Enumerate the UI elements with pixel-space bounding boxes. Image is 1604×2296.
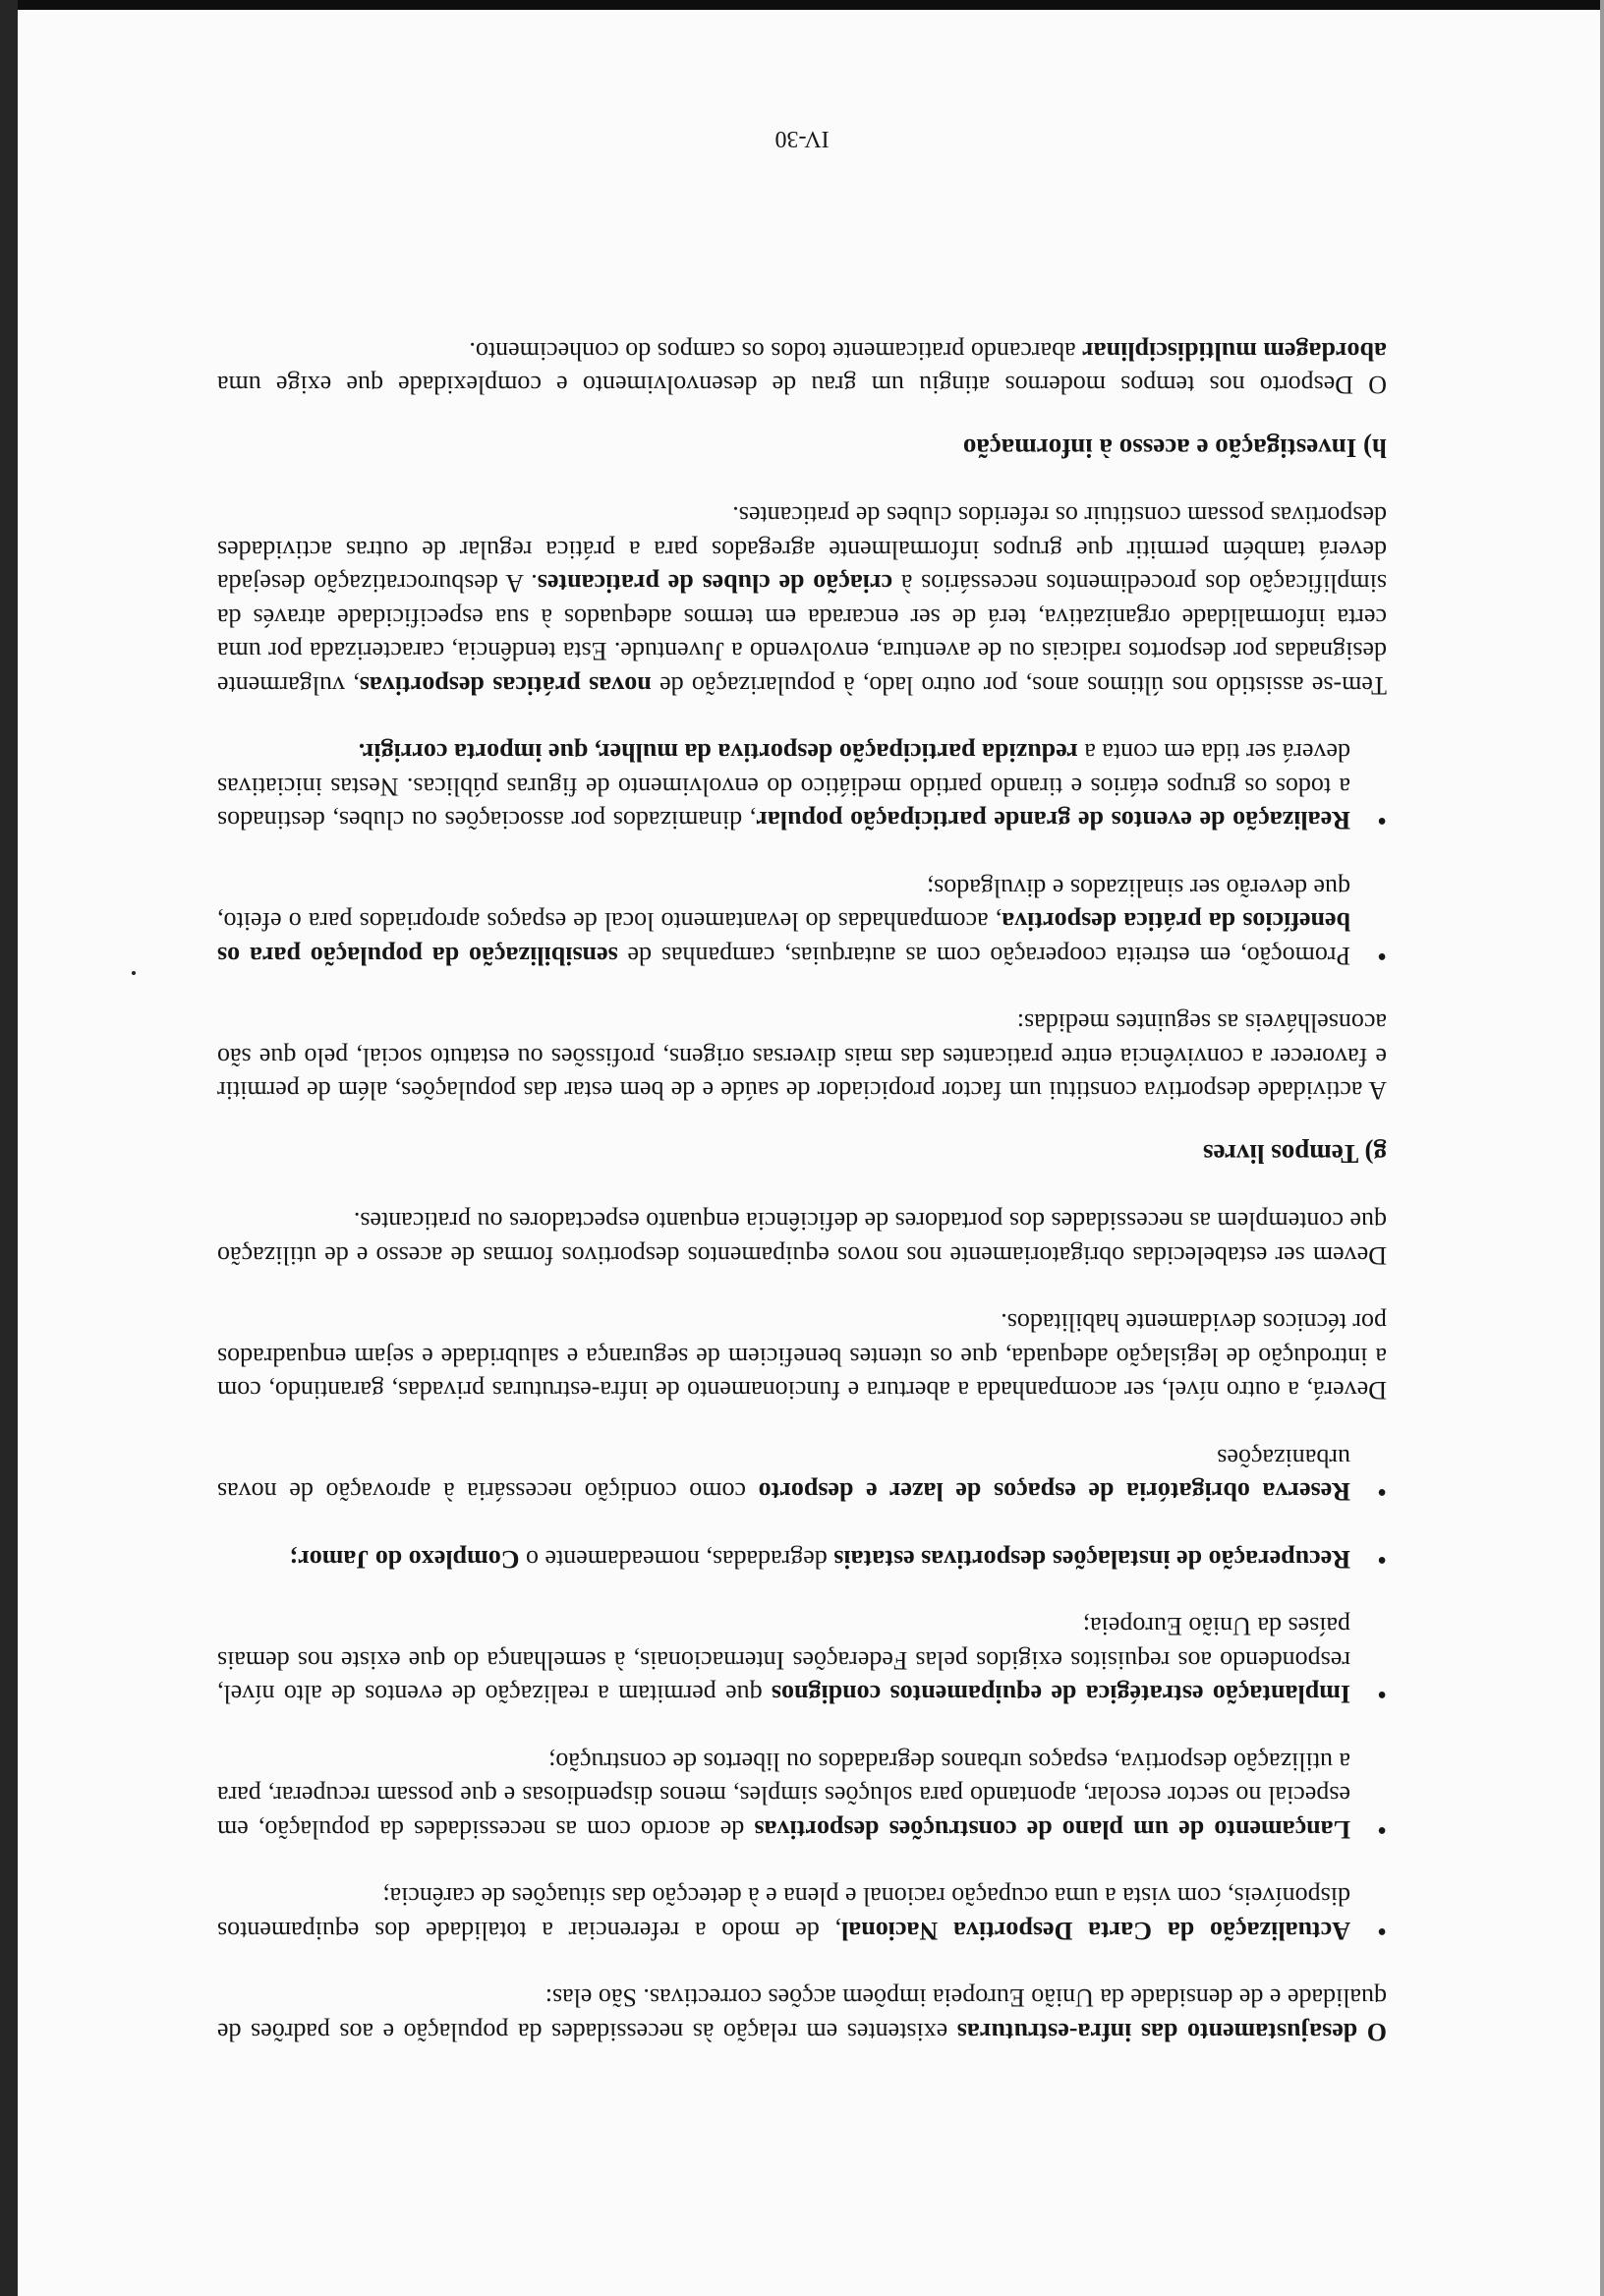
- infrastructure-measures-list: [217, 1441, 1387, 1948]
- list-item: • Lançamento de um plano de construções desportivas de acordo com as necessidades da população, em especial no sector escolar, apontando para soluções simples, menos dispendiosas e que possam recuperar, para a utilização desportiva, espaços urbanos degradados ou libertos de construção;: [217, 1745, 1387, 1847]
- list-item: • Realização de eventos de grande participação popular, dinamizados por associações ou clubes, destinados a todos os grupos etários e tirando partido mediático do envolvimento de figuras públicas. Nestas iniciativas deverá ser tida em conta a reduzida participação desportiva da mulher, que importa corrigir.: [217, 735, 1387, 837]
- section-heading-h: h) Investigação e acesso à informação: [962, 433, 1387, 463]
- list-item: • Actualização da Carta Desportiva Nacional, de modo a referenciar a totalidade dos equipamentos disponíveis, com vista a uma ocupação racional e plena e à detecção das situações de carência;: [217, 1879, 1387, 1947]
- leisure-measures-list: [217, 735, 1387, 972]
- new-practices-paragraph: Tem-se assistido nos últimos anos, por outro lado, à popularização de novas práticas desportivas, vulgarmente designadas por desportos radicais ou de aventura, envolvendo a Juventude. Esta tendência, caracterizada por uma certa informalidade organizativa, terá de ser encarada em termos adequados à sua especificidade através da simplificação dos procedimentos necessários à criação de clubes de praticantes. A desburocratização desejada deverá também permitir que grupos informalmente agregados para a prática regular de outras actividades desportivas possam constituir os referidos clubes de praticantes.: [216, 501, 1387, 700]
- page-number: IV-30: [774, 126, 830, 151]
- accessibility-paragraph: Devem ser estabelecidas obrigatoriamente nos novos equipamentos desportivos formas de acesso e de utilização que contemplem as necessidades dos portadores de deficiência enquanto espectadores ou praticantes.: [217, 1207, 1387, 1270]
- list-item: • Promoção, em estreita cooperação com as autarquias, campanhas de sensibilização da população para os benefícios da prática desportiva, acompanhadas do levantamento local de espaços apropriados para o efeito, que deverão ser sinalizados e divulgados;: [217, 871, 1387, 973]
- list-item: • Reserva obrigatória de espaços de lazer e desporto como condição necessária à aprovação de novas urbanizações: [217, 1441, 1387, 1509]
- document-body: [217, 301, 1387, 2049]
- section-heading-g: g) Tempos livres: [1202, 1139, 1387, 1169]
- intro-paragraph: O desajustamento das infra-estruturas existentes em relação às necessidades da população e aos padrões de qualidade e de densidade da União Europeia impõem acções correctivas. São elas:: [216, 1983, 1387, 2046]
- private-infrastructure-paragraph: Deverá, a outro nível, ser acompanhada a abertura e funcionamento de infra-estruturas privadas, garantindo, com a introdução de legislação adequada, que os utentes beneficiem de segurança e salubridade e sejam enquadrados por técnicos devidamente habilitados.: [217, 1308, 1387, 1406]
- research-paragraph: O Desporto nos tempos modernos atingiu um grau de desenvolvimento e complexidade que exige uma abordagem multidisciplinar abarcando praticamente todos os campos do conhecimento.: [217, 337, 1387, 400]
- leisure-intro-paragraph: A actividade desportiva constitui um factor propiciador de saúde e de bem estar das populações, além de permitir e favorecer a convivência entre praticantes das mais diversas origens, profissões ou estatuto social, pelo que são aconselháveis as seguintes medidas:: [217, 1008, 1387, 1106]
- list-item: • Recuperação de instalações desportivas estatais degradadas, nomeadamente o Complexo do Jamor;: [217, 1542, 1387, 1577]
- list-item: • Implantação estratégica de equipamentos condignos que permitam a realização de eventos de alto nível, respondendo aos requisitos exigidos pelas Federações Internacionais, à semelhança do que existe nos demais países da União Europeia;: [217, 1609, 1387, 1711]
